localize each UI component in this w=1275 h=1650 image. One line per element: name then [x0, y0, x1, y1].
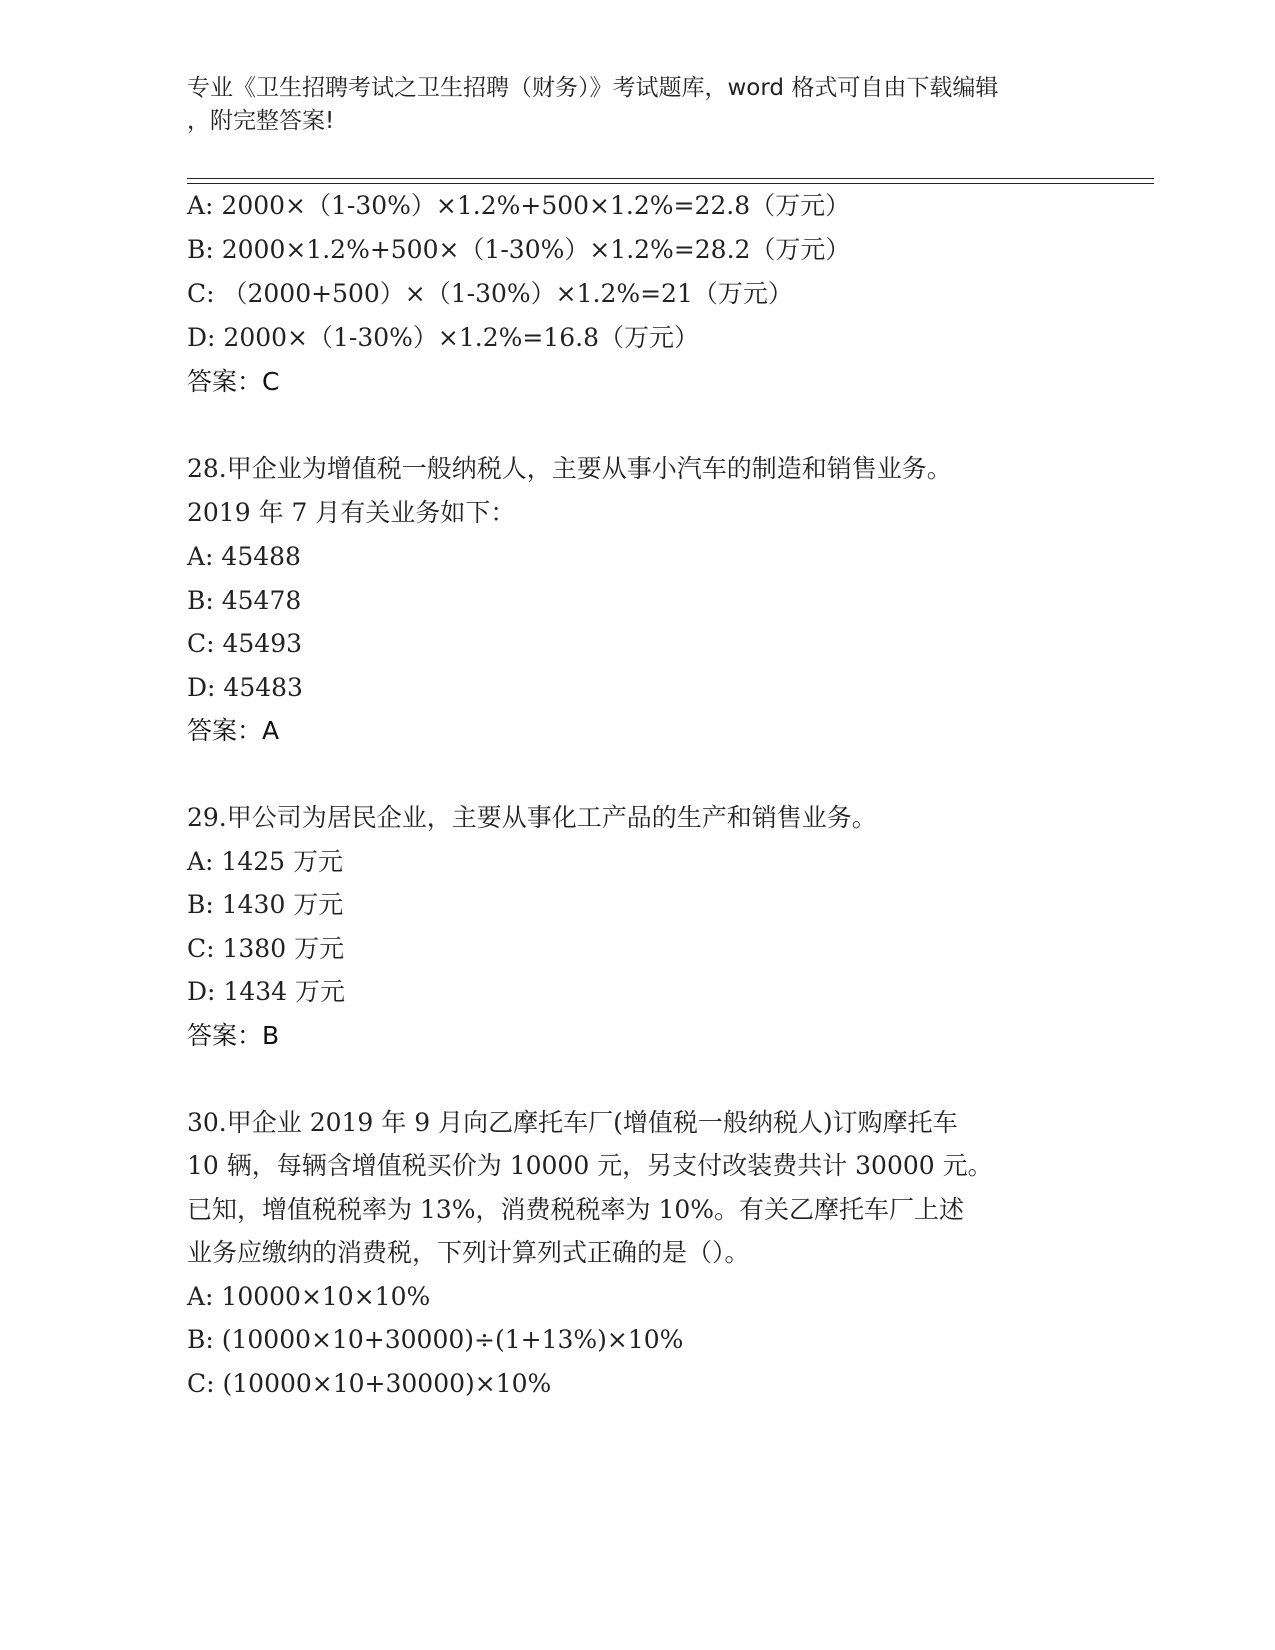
q28-answer: 答案：A — [187, 716, 280, 745]
q29-stem-line-1: 29.甲公司为居民企业，主要从事化工产品的生产和销售业务。 — [187, 803, 877, 832]
q29-option-c: C: 1380 万元 — [187, 934, 345, 963]
header-divider-bottom — [187, 183, 1154, 184]
q28-option-d: D: 45483 — [187, 673, 303, 702]
q28-option-c: C: 45493 — [187, 629, 303, 658]
q27-answer: 答案：C — [187, 367, 280, 396]
q28-option-b: B: 45478 — [187, 586, 302, 615]
header-line-1: 专业《卫生招聘考试之卫生招聘（财务）》考试题库，word 格式可自由下载编辑 — [187, 75, 999, 101]
q29-option-a: A: 1425 万元 — [187, 847, 343, 876]
q29-option-b: B: 1430 万元 — [187, 890, 344, 919]
header-line-2: ，附完整答案! — [187, 108, 335, 134]
q30-stem-line-4: 业务应缴纳的消费税，下列计算列式正确的是（）。 — [187, 1238, 750, 1267]
q28-stem-line-1: 28.甲企业为增值税一般纳税人，主要从事小汽车的制造和销售业务。 — [187, 454, 952, 483]
header-divider-top — [187, 178, 1154, 179]
q30-stem-line-1: 30.甲企业 2019 年 9 月向乙摩托车厂(增值税一般纳税人)订购摩托车 — [187, 1108, 958, 1137]
q27-option-d: D: 2000×（1-30%）×1.2%=16.8（万元） — [187, 323, 699, 352]
q30-option-a: A: 10000×10×10% — [187, 1282, 431, 1311]
q29-option-d: D: 1434 万元 — [187, 977, 345, 1006]
q29-answer: 答案：B — [187, 1021, 280, 1050]
q28-stem-line-2: 2019 年 7 月有关业务如下： — [187, 498, 516, 527]
q30-stem-line-2: 10 辆，每辆含增值税买价为 10000 元，另支付改装费共计 30000 元。 — [187, 1151, 993, 1180]
q30-option-b: B: (10000×10+30000)÷(1+13%)×10% — [187, 1325, 684, 1354]
q30-stem-line-3: 已知，增值税税率为 13%，消费税税率为 10%。有关乙摩托车厂上述 — [187, 1195, 965, 1224]
q28-option-a: A: 45488 — [187, 542, 301, 571]
q27-option-b: B: 2000×1.2%+500×（1-30%）×1.2%=28.2（万元） — [187, 235, 851, 264]
q27-option-c: C: （2000+500）×（1-30%）×1.2%=21（万元） — [187, 279, 793, 308]
q27-option-a: A: 2000×（1-30%）×1.2%+500×1.2%=22.8（万元） — [187, 191, 851, 220]
document-header — [187, 72, 1087, 138]
q30-option-c: C: (10000×10+30000)×10% — [187, 1369, 552, 1398]
